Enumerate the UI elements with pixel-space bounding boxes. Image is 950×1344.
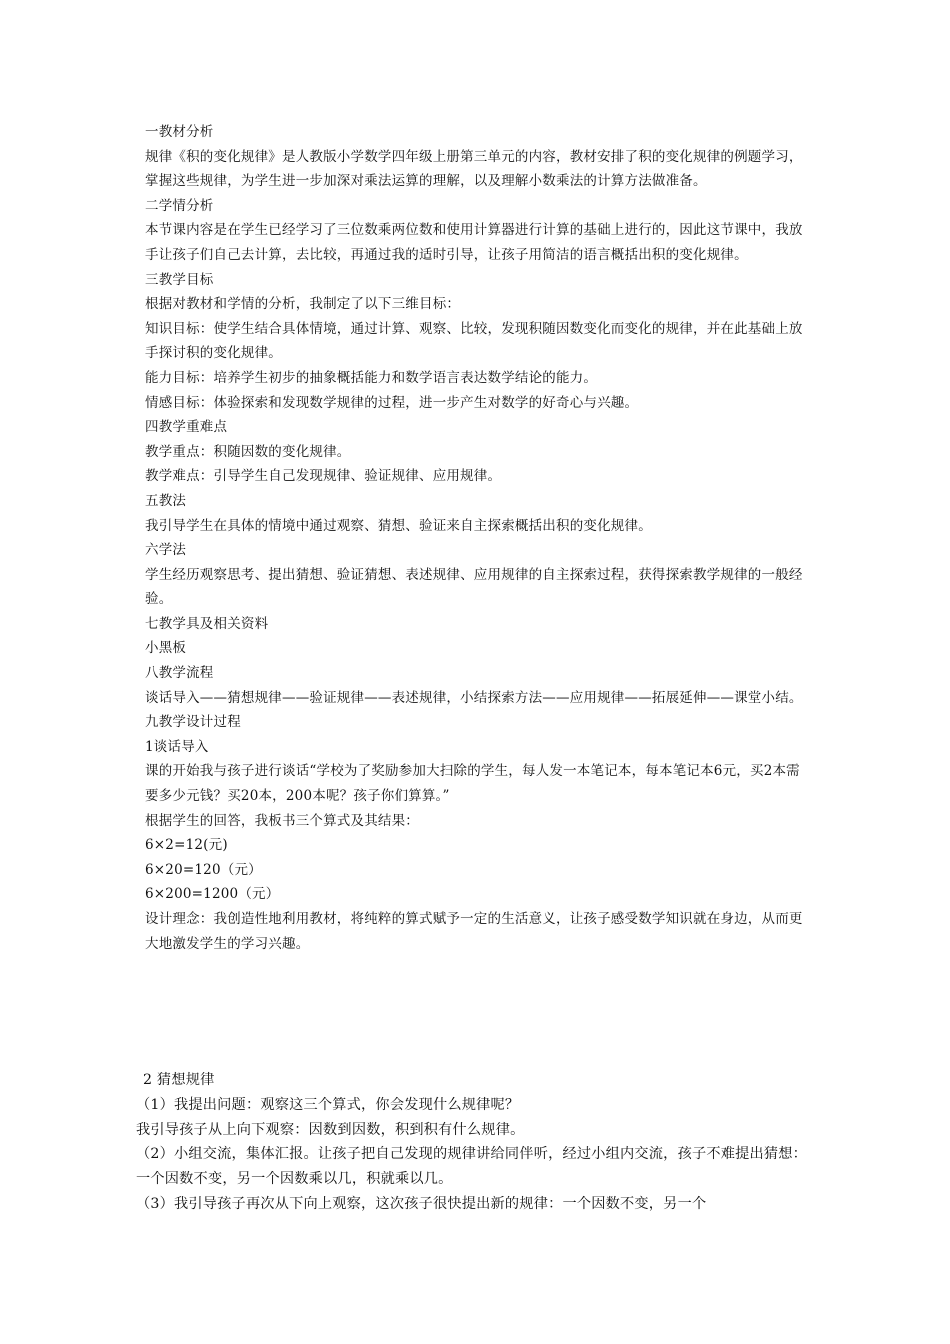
paragraph: 能力目标：培养学生初步的抽象概括能力和数学语言表达数学结论的能力。 xyxy=(145,369,598,386)
section-heading: 六学法 xyxy=(145,542,187,559)
paragraph: （2）小组交流，集体汇报。让孩子把自己发现的规律讲给同伴听，经过小组内交流，孩子不难提出猜想：一个因数不变，另一个因数乘以几，积就乘以几。 xyxy=(136,1146,808,1188)
paragraph: 课的开始我与孩子进行谈话“学校为了奖励参加大扫除的学生，每人发一本笔记本，每本笔记本6元，买2本需要多少元钱？买20本，200本呢？孩子你们算算。” xyxy=(145,763,800,805)
paragraph: 教学重点：积随因数的变化规律。 xyxy=(145,443,351,460)
equation: 6×2=12(元) xyxy=(145,837,228,854)
paragraph: 小黑板 xyxy=(145,640,187,657)
section-heading: 二学情分析 xyxy=(145,197,214,214)
paragraph: 设计理念：我创造性地利用教材，将纯粹的算式赋予一定的生活意义，让孩子感受数学知识就在身边，从而更大地激发学生的学习兴趣。 xyxy=(145,911,803,952)
section-heading: 一教材分析 xyxy=(145,124,214,140)
paragraph: 根据学生的回答，我板书三个算式及其结果： xyxy=(145,812,419,829)
paragraph: 本节课内容是在学生已经学习了三位数乘两位数和使用计算器进行计算的基础上进行的，因此这节课中，我放手让孩子们自己去计算，去比较，再通过我的适时引导，让孩子用简洁的语言概括出积的变化规律。 xyxy=(145,222,803,263)
section-heading: 八教学流程 xyxy=(145,665,214,682)
paragraph: 学生经历观察思考、提出猜想、验证猜想、表述规律、应用规律的自主探索过程，获得探索教学规律的一般经验。 xyxy=(145,566,803,608)
document-body xyxy=(145,120,807,956)
paragraph: 根据对教材和学情的分析，我制定了以下三维目标： xyxy=(145,296,461,313)
paragraph: （3）我引导孩子再次从下向上观察，这次孩子很快提出新的规律：一个因数不变，另一个 xyxy=(136,1195,707,1212)
paragraph: 谈话导入——猜想规律——验证规律——表述规律，小结探索方法——应用规律——拓展延伸——课堂小结。 xyxy=(145,689,803,706)
equation: 6×20=120（元） xyxy=(145,861,262,878)
section-heading: 七教学具及相关资料 xyxy=(145,615,269,632)
subsection-heading: 2 猜想规律 xyxy=(143,1072,215,1088)
section-heading: 四教学重难点 xyxy=(145,419,228,436)
paragraph: 情感目标：体验探索和发现数学规律的过程，进一步产生对数学的好奇心与兴趣。 xyxy=(145,394,639,411)
paragraph: 教学难点：引导学生自己发现规律、验证规律、应用规律。 xyxy=(145,468,502,485)
paragraph: （1）我提出问题：观察这三个算式，你会发现什么规律呢？ xyxy=(136,1096,520,1113)
paragraph: 规律《积的变化规律》是人教版小学数学四年级上册第三单元的内容，教材安排了积的变化规律的例题学习，掌握这些规律，为学生进一步加深对乘法运算的理解，以及理解小数乘法的计算方法做准备。 xyxy=(145,148,803,190)
paragraph: 知识目标：使学生结合具体情境，通过计算、观察、比较，发现积随因数变化而变化的规律，并在此基础上放手探讨积的变化规律。 xyxy=(145,320,803,362)
paragraph: 我引导孩子从上向下观察：因数到因数，积到积有什么规律。 xyxy=(136,1121,525,1138)
section-heading: 三教学目标 xyxy=(145,271,214,288)
section-heading: 九教学设计过程 xyxy=(145,714,241,731)
subsection-heading: 1谈话导入 xyxy=(145,738,209,755)
equation: 6×200=1200（元） xyxy=(145,886,280,903)
section-guess-rule xyxy=(136,1068,808,1217)
section-heading: 五教法 xyxy=(145,492,187,509)
paragraph: 我引导学生在具体的情境中通过观察、猜想、验证来自主探索概括出积的变化规律。 xyxy=(145,517,652,534)
